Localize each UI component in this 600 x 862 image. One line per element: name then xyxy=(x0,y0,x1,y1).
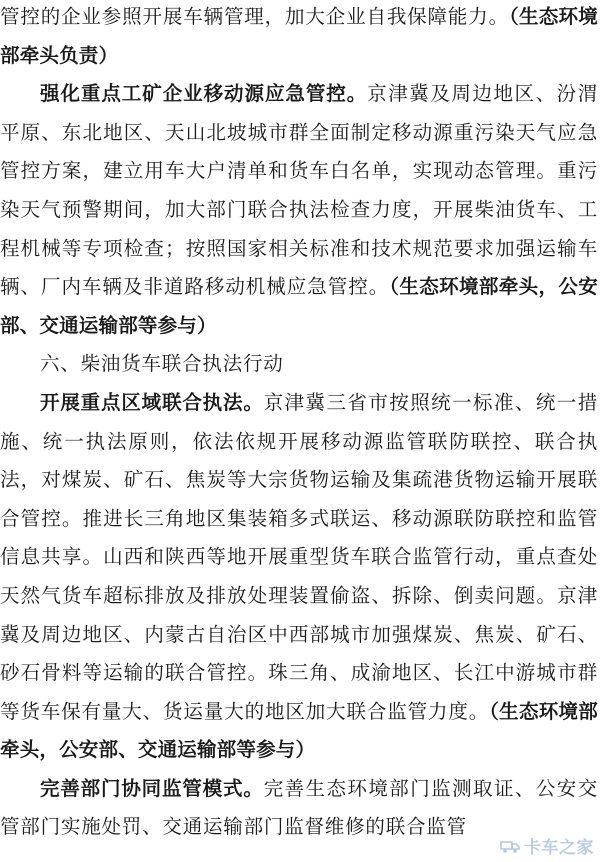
body-text: 完善生态环境部门监测取证、公安交管部门实施处罚、交通运输部门监督维修的联合监管 xyxy=(0,776,598,839)
truck-logo-icon xyxy=(500,838,520,854)
bold-text: （生态环境部牵头负责） xyxy=(0,5,598,67)
bold-text: 强化重点工矿企业移动源应急管控。 xyxy=(40,82,368,106)
section-heading xyxy=(0,345,600,384)
watermark-text: 卡车之家 xyxy=(524,838,594,858)
bold-text: 完善部门协同监管模式。 xyxy=(40,776,264,800)
paragraph xyxy=(0,384,600,770)
bold-text: 开展重点区域联合执法。 xyxy=(40,390,264,414)
paragraph xyxy=(0,0,600,75)
bold-text: （生态环境部牵头，公安部、交通运输部等参与） xyxy=(0,275,598,337)
bold-text: （生态环境部牵头，公安部、交通运输部等参与） xyxy=(0,699,598,762)
watermark xyxy=(500,833,594,858)
body-text: 六、柴油货车联合执法行动 xyxy=(40,352,284,376)
body-text: 京津冀及周边地区、汾渭平原、东北地区、天山北坡城市群全面制定移动源重污染天气应急管控方案，建立用车大户清单和货车白名单，实现动态管理。重污染天气预警期间，加大部门联合执法检查力度，开展柴油货车、工程机械等专项检查；按照国家相关标准和技术规范要求加强运输车辆、厂内车辆及非道路移动机械应急管控。 xyxy=(0,82,598,299)
body-text: 管控的企业参照开展车辆管理，加大企业自我保障能力。 xyxy=(0,5,509,28)
paragraph xyxy=(0,75,600,345)
body-text: 京津冀三省市按照统一标准、统一措施、统一执法原则，依法依规开展移动源监管联防联控、联合执法，对煤炭、矿石、焦炭等大宗货物运输及集疏港货物运输开展联合管控。推进长三角地区集装箱多式联运、移动源联防联控和监管信息共享。山西和陕西等地开展重型货车联合监管行动，重点查处天然气货车超标排放及排放处理装置偷盗、拆除、倒卖问题。京津冀及周边地区、内蒙古自治区中西部城市加强煤炭、焦炭、矿石、砂石骨料等运输的联合管控。珠三角、成渝地区、长江中游城市群等货车保有量大、货运量大的地区加大联合监管力度。 xyxy=(0,390,598,723)
